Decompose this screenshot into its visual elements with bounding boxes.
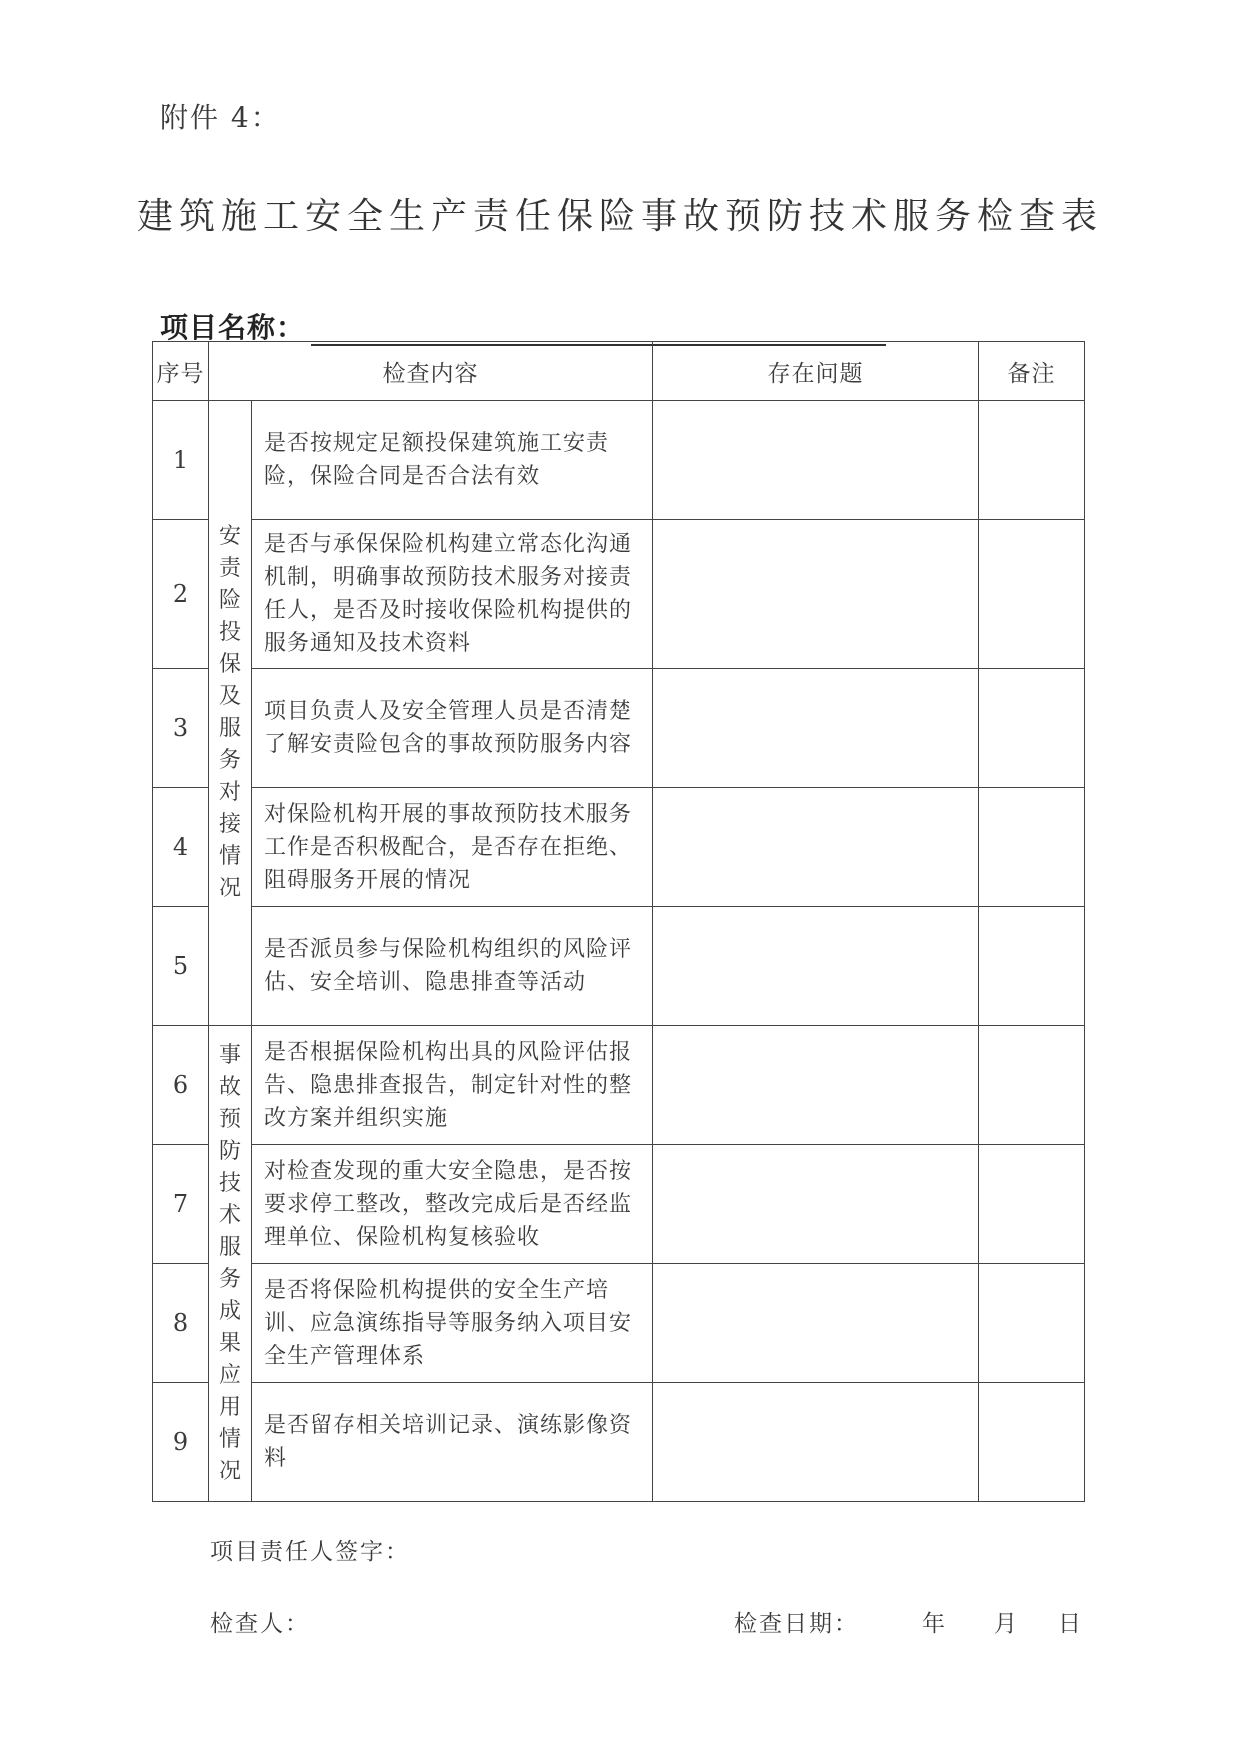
issues-cell[interactable] <box>653 520 979 669</box>
row-number: 7 <box>153 1145 209 1264</box>
table-row <box>153 669 1085 788</box>
notes-cell[interactable] <box>979 669 1085 788</box>
inspector-label: 检查人： <box>210 1611 310 1637</box>
issues-cell[interactable] <box>653 1264 979 1383</box>
notes-cell[interactable] <box>979 788 1085 907</box>
notes-cell[interactable] <box>979 401 1085 520</box>
row-number: 8 <box>153 1264 209 1383</box>
notes-cell[interactable] <box>979 907 1085 1026</box>
row-number: 6 <box>153 1026 209 1145</box>
table-row <box>153 788 1085 907</box>
row-number: 5 <box>153 907 209 1026</box>
project-name-label: 项目名称： <box>160 311 306 344</box>
category-cell <box>209 401 252 1026</box>
row-number: 3 <box>153 669 209 788</box>
check-item: 是否与承保保险机构建立常态化沟通机制，明确事故预防技术服务对接责任人，是否及时接收保险机构提供的服务通知及技术资料 <box>252 520 653 669</box>
inspection-date-label: 检查日期： <box>734 1611 859 1637</box>
table-row <box>153 1383 1085 1502</box>
table-row <box>153 907 1085 1026</box>
check-item: 对保险机构开展的事故预防技术服务工作是否积极配合，是否存在拒绝、阻碍服务开展的情况 <box>252 788 653 907</box>
issues-cell[interactable] <box>653 1383 979 1502</box>
check-item: 是否按规定足额投保建筑施工安责险，保险合同是否合法有效 <box>252 401 653 520</box>
check-item: 是否留存相关培训记录、演练影像资料 <box>252 1383 653 1502</box>
header-issues: 存在问题 <box>653 342 979 401</box>
date-day-label: 日 <box>1058 1611 1081 1637</box>
project-name-row <box>160 306 886 346</box>
issues-cell[interactable] <box>653 788 979 907</box>
header-notes: 备注 <box>979 342 1085 401</box>
date-year-label: 年 <box>922 1611 945 1637</box>
check-item: 是否根据保险机构出具的风险评估报告、隐患排查报告，制定针对性的整改方案并组织实施 <box>252 1026 653 1145</box>
check-item: 是否将保险机构提供的安全生产培训、应急演练指导等服务纳入项目安全生产管理体系 <box>252 1264 653 1383</box>
check-item: 项目负责人及安全管理人员是否清楚了解安责险包含的事故预防服务内容 <box>252 669 653 788</box>
table-row <box>153 520 1085 669</box>
attachment-label: 附件 4： <box>160 101 281 134</box>
category-label: 安责险投保及服务对接情况 <box>218 524 241 901</box>
notes-cell[interactable] <box>979 1264 1085 1383</box>
notes-cell[interactable] <box>979 1145 1085 1264</box>
issues-cell[interactable] <box>653 1026 979 1145</box>
notes-cell[interactable] <box>979 1383 1085 1502</box>
table-row <box>153 1145 1085 1264</box>
issues-cell[interactable] <box>653 401 979 520</box>
notes-cell[interactable] <box>979 1026 1085 1145</box>
issues-cell[interactable] <box>653 669 979 788</box>
page-title: 建筑施工安全生产责任保险事故预防技术服务检查表 <box>136 196 1103 237</box>
signature-label: 项目责任人签字： <box>210 1539 410 1565</box>
check-item: 是否派员参与保险机构组织的风险评估、安全培训、隐患排查等活动 <box>252 907 653 1026</box>
table-header-row <box>153 342 1085 401</box>
header-seq: 序号 <box>153 342 209 401</box>
row-number: 9 <box>153 1383 209 1502</box>
notes-cell[interactable] <box>979 520 1085 669</box>
row-number: 1 <box>153 401 209 520</box>
row-number: 2 <box>153 520 209 669</box>
table-row <box>153 1264 1085 1383</box>
category-label: 事故预防技术服务成果应用情况 <box>218 1042 241 1484</box>
date-month-label: 月 <box>994 1611 1017 1637</box>
table-row <box>153 1026 1085 1145</box>
issues-cell[interactable] <box>653 1145 979 1264</box>
issues-cell[interactable] <box>653 907 979 1026</box>
header-content: 检查内容 <box>209 342 653 401</box>
inspection-table <box>152 341 1085 1502</box>
table-row <box>153 401 1085 520</box>
category-cell <box>209 1026 252 1502</box>
check-item: 对检查发现的重大安全隐患，是否按要求停工整改，整改完成后是否经监理单位、保险机构复核验收 <box>252 1145 653 1264</box>
row-number: 4 <box>153 788 209 907</box>
